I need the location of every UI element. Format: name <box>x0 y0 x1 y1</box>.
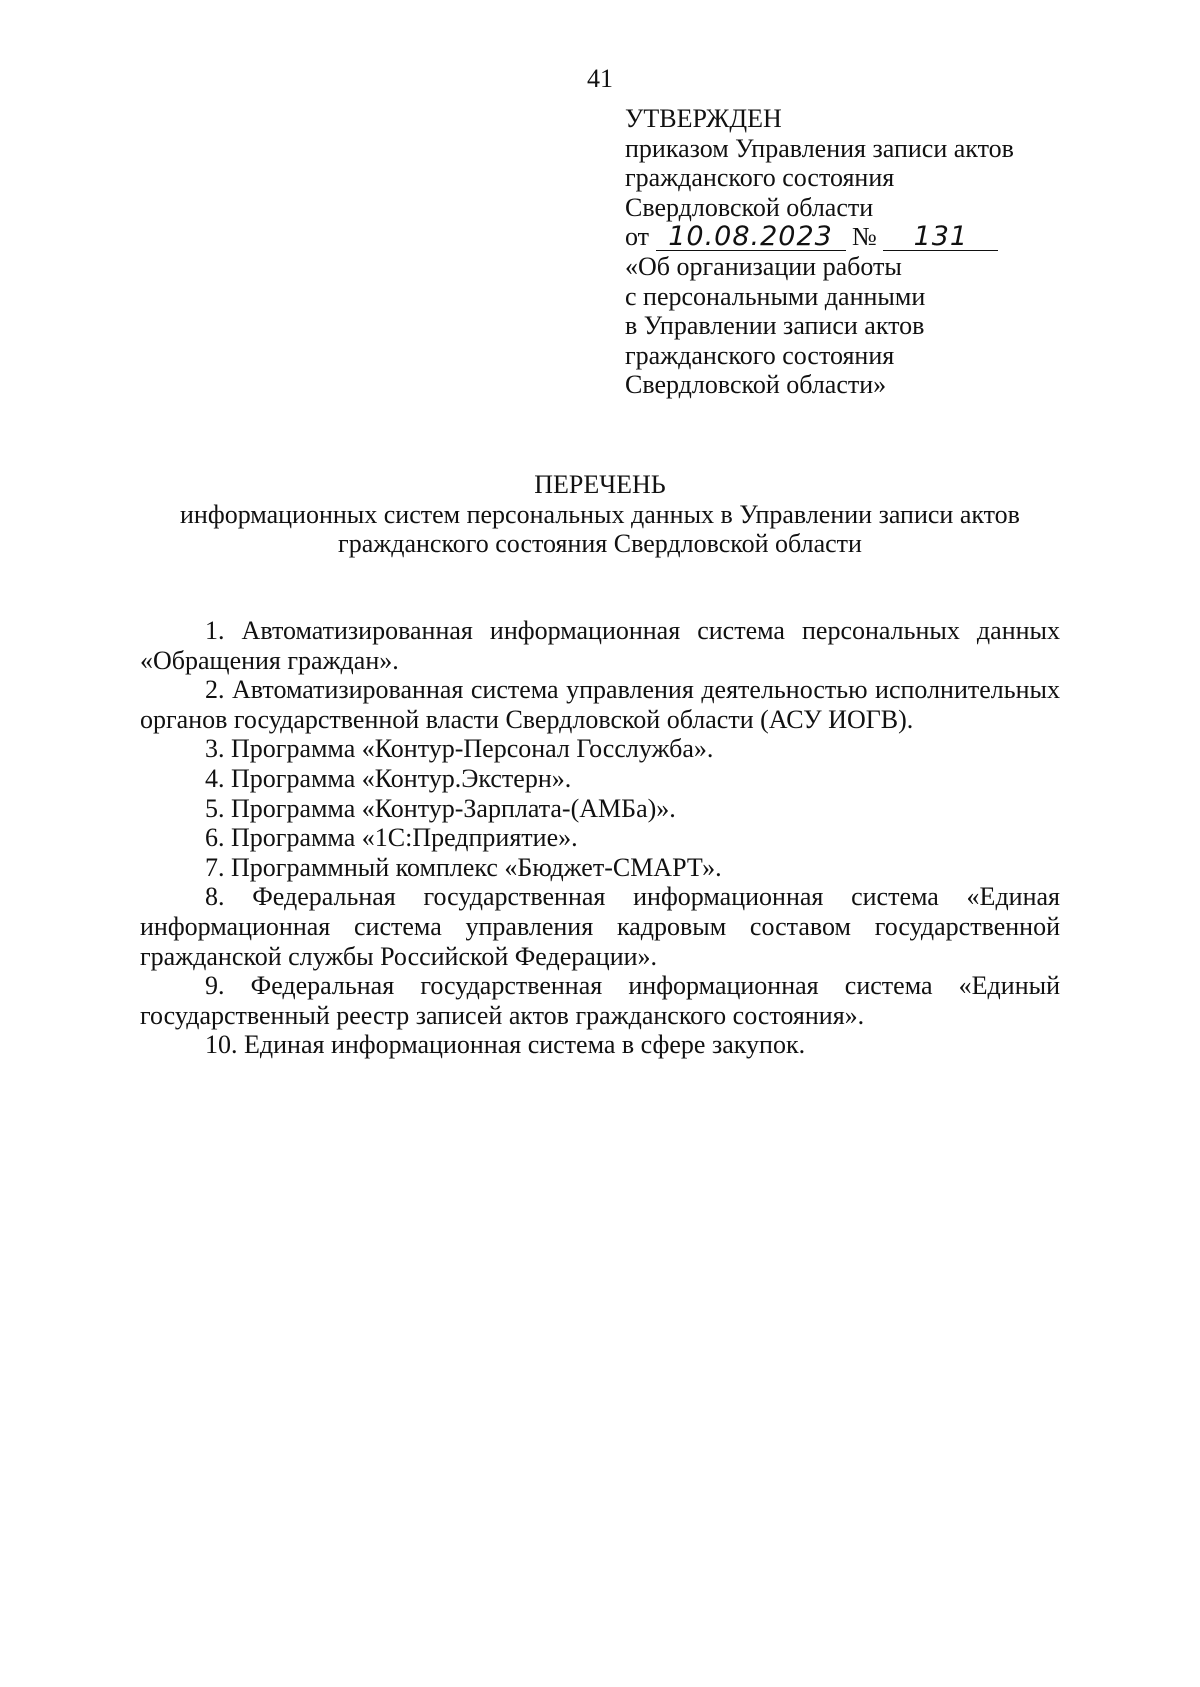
subject-line: гражданского состояния <box>625 340 895 370</box>
list-item: 10. Единая информационная система в сфере закупок. <box>205 1030 806 1060</box>
page-number: 41 <box>587 64 613 93</box>
list-item: 1. Автоматизированная информационная система персональных данных «Обращения граждан». <box>140 616 1060 675</box>
document-title <box>140 470 1060 559</box>
subject-line: в Управлении записи актов <box>625 311 925 341</box>
title-line: гражданского состояния Свердловской области <box>338 529 862 559</box>
handwritten-date: 10.08.2023 <box>656 224 846 251</box>
subject-line: с персональными данными <box>625 281 926 311</box>
approval-line: гражданского состояния <box>625 163 895 193</box>
title-heading: ПЕРЕЧЕНЬ <box>534 470 666 499</box>
list-item: 7. Программный комплекс «Бюджет-СМАРТ». <box>205 852 722 882</box>
approval-date-line <box>625 222 1065 252</box>
list-item: 6. Программа «1С:Предприятие». <box>205 823 578 853</box>
systems-list <box>140 616 1060 1060</box>
approval-line: приказом Управления записи актов <box>625 133 1014 163</box>
approval-line: Свердловской области <box>625 192 874 222</box>
title-line: информационных систем персональных данных в Управлении записи актов <box>180 499 1020 529</box>
subject-line: «Об организации работы <box>625 251 902 281</box>
number-prefix: № <box>852 222 877 252</box>
list-item: 2. Автоматизированная система управления деятельностью исполнительных органов государственной власти Свердловской области (АСУ ИОГВ). <box>140 675 1060 734</box>
list-item: 4. Программа «Контур.Экстерн». <box>205 763 572 793</box>
list-item: 9. Федеральная государственная информационная система «Единый государственный реестр записей актов гражданского состояния». <box>140 971 1060 1030</box>
subject-line: Свердловской области» <box>625 370 887 400</box>
date-prefix: от <box>625 222 650 252</box>
approval-block <box>625 104 1065 400</box>
list-item: 3. Программа «Контур-Персонал Госслужба». <box>205 734 714 764</box>
approval-heading: УТВЕРЖДЕН <box>625 104 782 133</box>
list-item: 5. Программа «Контур-Зарплата-(АМБа)». <box>205 793 676 823</box>
handwritten-number: 131 <box>883 224 998 251</box>
list-item: 8. Федеральная государственная информационная система «Единая информационная система управления кадровым составом государственной гражданской службы Российской Федерации». <box>140 882 1060 971</box>
